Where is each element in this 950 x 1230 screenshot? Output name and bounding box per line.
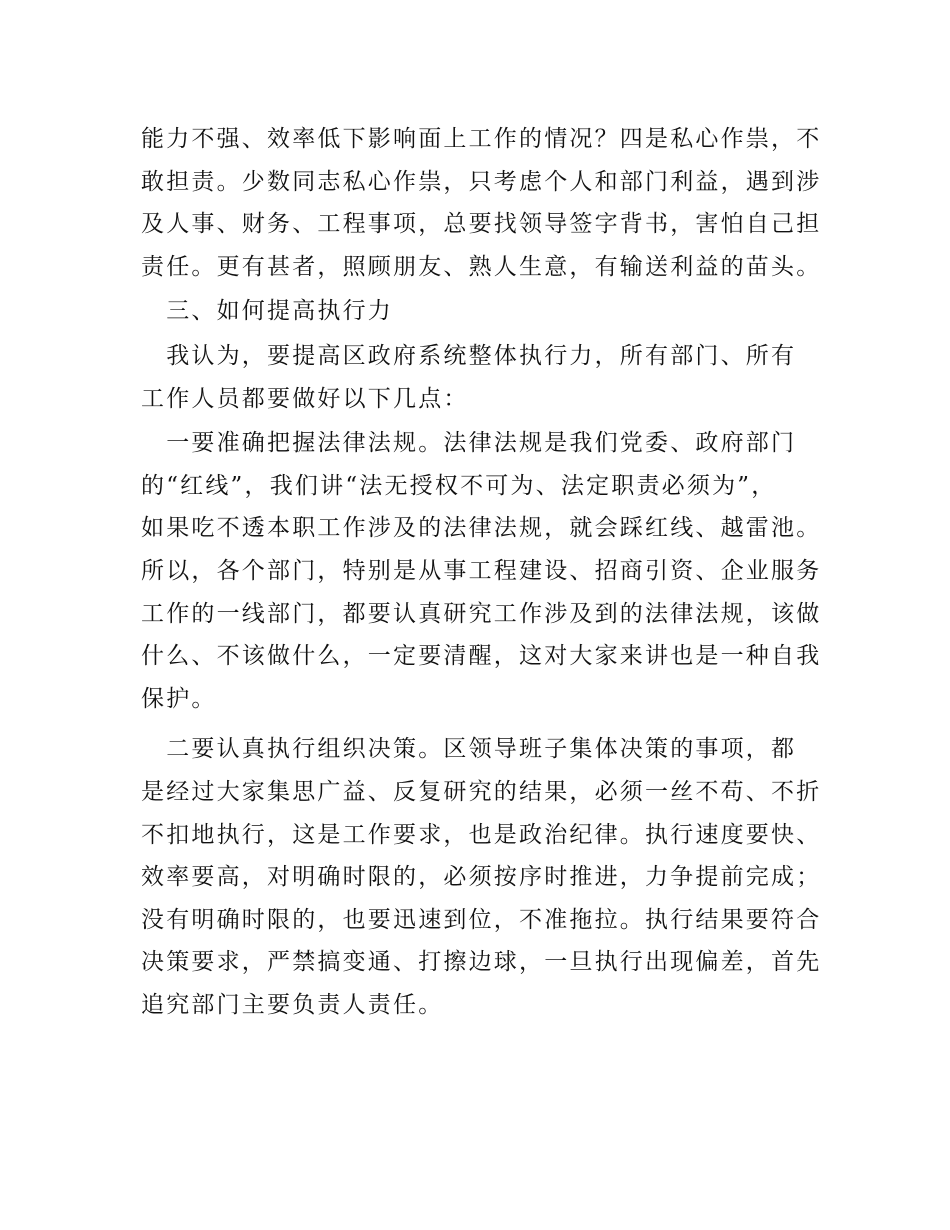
text-line: 什么、不该做什么，一定要清醒，这对大家来讲也是一种自我 [141,643,822,670]
paragraph-point-one [141,422,822,720]
text-line: 如果吃不透本职工作涉及的法律法规，就会踩红线、越雷池。 [141,515,822,542]
text-line: 我认为，要提高区政府系统整体执行力，所有部门、所有 [141,342,797,369]
text-line: 保护。 [141,685,217,712]
heading-line: 三、如何提高执行力 [141,298,393,325]
text-line: 能力不强、效率低下影响面上工作的情况？四是私心作祟，不 [141,126,822,152]
text-line: 敢担责。少数同志私心作祟，只考虑个人和部门利益，遇到涉 [141,168,822,195]
text-line: 效率要高，对明确时限的，必须按序时推进，力争提前完成； [141,864,822,891]
text-line: 工作的一线部门，都要认真研究工作涉及到的法律法规，该做 [141,600,822,627]
text-line: 责任。更有甚者，照顾朋友、熟人生意，有输送利益的苗头。 [141,253,822,280]
text-line: 是经过大家集思广益、反复研究的结果，必须一丝不苟、不折 [141,778,822,805]
paragraph-point-two [141,728,822,1026]
text-line: 工作人员都要做好以下几点： [141,385,469,412]
section-heading [141,290,813,333]
paragraph-intro [141,335,813,420]
text-line: 不扣地执行，这是工作要求，也是政治纪律。执行速度要快、 [141,821,822,848]
text-line: 所以，各个部门，特别是从事工程建设、招商引资、企业服务 [141,557,822,584]
text-line: 及人事、财务、工程事项，总要找领导签字背书，害怕自己担 [141,211,822,238]
paragraph-problems-continued [141,118,822,288]
document-body [141,118,822,1026]
text-line: 没有明确时限的，也要迅速到位，不准拖拉。执行结果要符合 [141,906,822,933]
text-line: 一要准确把握法律法规。法律法规是我们党委、政府部门 [141,430,797,457]
text-line: 决策要求，严禁搞变通、打擦边球，一旦执行出现偏差，首先 [141,949,822,976]
text-line: 的“红线”，我们讲“法无授权不可为、法定职责必须为”， [141,472,777,499]
text-line: 追究部门主要负责人责任。 [141,991,444,1018]
text-line: 二要认真执行组织决策。区领导班子集体决策的事项，都 [141,736,797,763]
